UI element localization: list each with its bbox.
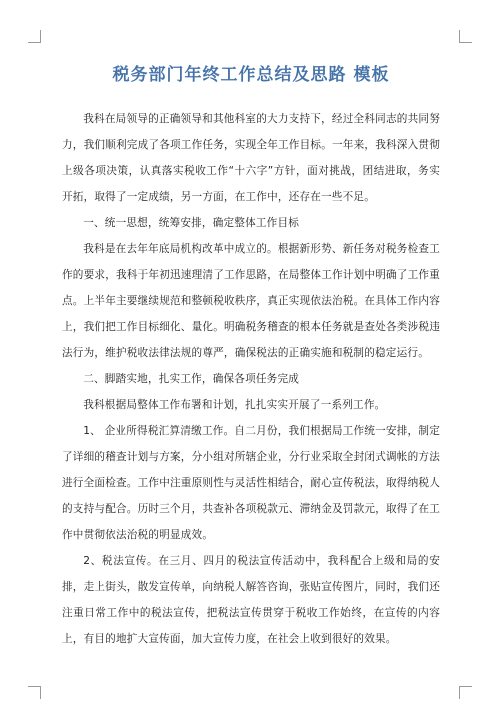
document-title: 税务部门年终工作总结及思路 模板 bbox=[112, 65, 390, 85]
crop-mark-bottom-right bbox=[459, 686, 472, 699]
document-body bbox=[62, 62, 440, 652]
crop-mark-bottom-left bbox=[28, 686, 41, 699]
section-2-intro: 我科根据局整体工作布署和计划，扎扎实实开展了一系列工作。 bbox=[83, 399, 386, 411]
section-heading-1: 一、统一思想，统筹安排，确定整体工作目标 bbox=[83, 217, 300, 229]
crop-mark-top-right bbox=[459, 30, 472, 43]
crop-mark-top-left bbox=[28, 30, 41, 43]
intro-paragraph: 我科在局领导的正确领导和其他科室的大力支持下，经过全科同志的共同努力，我们顺利完成了各项工作任务，实现全年工作目标。一年来，我科深入贯彻上级各项决策，认真落实税收工作“十六字”方针，面对挑战，团结进取，务实开拓，取得了一定成绩，另一方面，在工作中，还存在一些不足。 bbox=[62, 113, 440, 203]
section-heading-2: 二、脚踏实地，扎实工作，确保各项任务完成 bbox=[83, 373, 300, 385]
section-2-item-1: 1、 企业所得税汇算清缴工作。自二月份，我们根据局工作统一安排，制定了详细的稽查计划与方案，分小组对所辖企业，分行业采取全封闭式调帐的方法进行全面检查。工作中注重原则性与灵活性相结合，耐心宣传税法，取得纳税人的支持与配合。历时三个月，共查补各项税款元、滞纳金及罚款元，取得了在工作中贯彻依法治税的明显成效。 bbox=[62, 425, 440, 541]
section-1-paragraph: 我科是在去年年底局机构改革中成立的。根据新形势、新任务对税务检查工作的要求，我科于年初迅速理清了工作思路，在局整体工作计划中明确了工作重点。上半年主要继续规范和整顿税收秩序，真正实现依法治税。在具体工作内容上，我们把工作目标细化、量化。明确税务稽查的根本任务就是查处各类涉税违法行为，维护税收法律法规的尊严，确保税法的正确实施和税制的稳定运行。 bbox=[62, 243, 440, 359]
section-2-item-2: 2、税法宣传。在三月、四月的税法宣传活动中，我科配合上级和局的安排，走上街头，散发宣传单，向纳税人解答咨询，张贴宣传图片，同时，我们还注重日常工作中的税法宣传，把税法宣传贯穿于税收工作始终，在宣传的内容上，有目的地扩大宣传面，加大宣传力度，在社会上收到很好的效果。 bbox=[62, 555, 440, 645]
